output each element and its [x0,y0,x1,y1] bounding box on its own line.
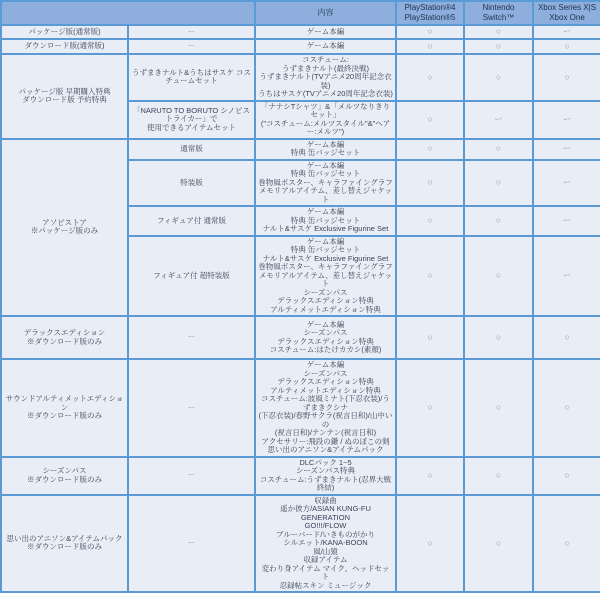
switch-availability-cell [464,101,533,139]
header-xbox [533,1,600,25]
xbox-availability-cell [533,316,600,359]
header-playstation [396,1,464,25]
table-row [1,495,600,593]
content-cell: コスチューム: うずまきナルト(最終決戦) うずまきナルト(TVアニメ20周年記念衣装) うちはサスケ(TVアニメ20周年記念衣装) [255,54,396,101]
table-row [1,359,600,457]
xbox-availability-cell [533,54,600,101]
availability-mark: ○ [427,402,433,412]
content-cell: DLCパック 1~5 シーズンパス特典 コスチューム:うずまきナルト(忍界大戦終結) [255,457,396,495]
sub-edition-cell: ー [128,316,255,359]
availability-mark: ○ [427,215,433,225]
content-cell: ゲーム本編 特典 缶バッジセット [255,139,396,160]
sub-edition-cell: ー [128,495,255,593]
switch-availability-cell [464,160,533,207]
edition-cell: パッケージ版(通常版) [1,25,128,39]
ps-availability-cell [396,39,464,54]
header-switch-label: Nintendo Switch™ [482,3,515,22]
xbox-availability-cell [533,236,600,317]
availability-mark: ○ [495,270,502,280]
ps-availability-cell [396,359,464,457]
table-row [1,39,600,54]
ps-availability-cell [396,139,464,160]
content-cell: ゲーム本編 シーズンパス デラックスエディション特典 コスチューム:はたけカカシ(素顔) [255,316,396,359]
header-edition-blank [1,1,255,25]
availability-mark: ○ [495,40,502,51]
edition-cell: アソビストア ※パッケージ版のみ [1,139,128,317]
xbox-availability-cell [533,139,600,160]
availability-mark: ○ [564,71,570,82]
content-cell: ゲーム本編 特典 缶バッジセット ナルト&サスケ Exclusive Figurine Set 巻物風ポスター、キャラファイングラフ メモリアルアイテム、差し替えジャケット シーズンパス デラックスエディション特典 アルティメットエディション特典 [255,236,396,317]
ps-availability-cell [396,101,464,139]
content-cell: ゲーム本編 [255,39,396,54]
table-body [1,25,600,592]
edition-cell: シーズンパス ※ダウンロード版のみ [1,457,128,495]
availability-mark: ○ [427,143,433,154]
content-cell: ゲーム本編 特典 缶バッジセット 巻物風ポスター、キャラファイングラフ メモリアルアイテム、差し替えジャケット [255,160,396,207]
availability-mark: ○ [564,469,570,480]
availability-mark: ー [562,113,572,124]
ps-availability-cell [396,206,464,236]
xbox-availability-cell [533,25,600,39]
table-row [1,316,600,359]
content-cell: 「ナナシTシャツ」&「メルツなりきりセット」 ("コスチューム:メルツスタイル"&"ヘアー:メルツ") [255,101,396,139]
table-row [1,457,600,495]
xbox-availability-cell [533,359,600,457]
xbox-availability-cell [533,495,600,593]
table-header [1,1,600,25]
switch-availability-cell [464,359,533,457]
availability-mark: ○ [427,71,433,82]
header-content [255,1,396,25]
table-row [1,54,600,101]
switch-availability-cell [464,495,533,593]
ps-availability-cell [396,236,464,317]
table-row [1,139,600,160]
sub-edition-cell: うずまきナルト&うちはサスケ コスチュームセット [128,54,255,101]
sub-edition-cell: ー [128,39,255,54]
ps-availability-cell [396,316,464,359]
availability-mark: ー [562,270,572,280]
header-playstation-line1: PlayStation®4 [404,3,456,12]
sub-edition-cell: ー [128,25,255,39]
header-playstation-line2: PlayStation®5 [404,13,456,22]
edition-cell: サウンドアルティメットエディション ※ダウンロード版のみ [1,359,128,457]
ps-availability-cell [396,160,464,207]
content-cell: ゲーム本編 [255,25,396,39]
availability-mark: ○ [427,537,433,548]
content-cell: ゲーム本編 シーズンパス デラックスエディション特典 アルティメットエディション特典 コスチューム:波風ミナト(下忍衣装)/うずまきクシナ (下忍衣装)/春野サクラ(祝言日和)/山中いの (祝言日和)/テンテン(祝言日和) アクセサリー:飛段の鎌 / ぬのぼこの剣 思い出のアニソン&アイテムパック [255,359,396,457]
availability-mark: ー [562,177,572,187]
switch-availability-cell [464,206,533,236]
ps-availability-cell [396,25,464,39]
xbox-availability-cell [533,39,600,54]
xbox-availability-cell [533,457,600,495]
header-xbox-line2: Xbox One [549,13,585,22]
availability-mark: ○ [427,26,433,37]
edition-cell: ダウンロード版(通常版) [1,39,128,54]
switch-availability-cell [464,139,533,160]
availability-mark: ○ [495,26,502,37]
availability-mark: ○ [427,331,433,342]
sub-edition-cell: 「NARUTO TO BORUTO シノビストライカー」で 使用できるアイテムセット [128,101,255,139]
sub-edition-cell: フィギュア付 通常版 [128,206,255,236]
availability-mark: ○ [495,143,502,154]
switch-availability-cell [464,316,533,359]
availability-mark: ○ [564,331,570,342]
availability-mark: ○ [427,177,433,187]
header-xbox-line1: Xbox Series X|S [537,3,597,12]
content-cell: ゲーム本編 特典 缶バッジセット ナルト&サスケ Exclusive Figurine Set [255,206,396,236]
availability-mark: ○ [427,270,433,280]
sub-edition-cell: ー [128,457,255,495]
sub-edition-cell: 特装版 [128,160,255,207]
content-cell: 収録曲 遥か彼方/ASIAN KUNG-FU GENERATION GO!!!/FLOW ブルーバード/いきものがかり シルエット/KANA-BOON 風/山猿 収録アイテム 変わり身アイテム マイク、ヘッドセット 忍録帖スキン ミュージック [255,495,396,593]
availability-mark: ○ [564,402,570,412]
switch-availability-cell [464,54,533,101]
availability-mark: ○ [427,40,433,51]
xbox-availability-cell [533,101,600,139]
availability-mark: ○ [495,469,502,480]
sub-edition-cell: フィギュア付 超特装版 [128,236,255,317]
xbox-availability-cell [533,160,600,207]
availability-mark: ー [562,26,572,37]
availability-mark: ○ [495,177,502,187]
header-content-label: 内容 [317,8,334,17]
edition-cell: デラックスエディション ※ダウンロード版のみ [1,316,128,359]
availability-mark: ○ [427,113,433,124]
ps-availability-cell [396,495,464,593]
availability-mark: ○ [495,537,502,548]
availability-mark: ○ [495,402,502,412]
switch-availability-cell [464,25,533,39]
ps-availability-cell [396,457,464,495]
availability-mark: ○ [495,215,502,225]
availability-mark: ○ [495,331,502,342]
switch-availability-cell [464,457,533,495]
availability-mark: ー [562,143,572,154]
table-row [1,25,600,39]
sub-edition-cell: ー [128,359,255,457]
availability-mark: ○ [564,40,570,51]
switch-availability-cell [464,236,533,317]
xbox-availability-cell [533,206,600,236]
availability-mark: ー [562,215,572,225]
ps-availability-cell [396,54,464,101]
availability-mark: ○ [564,537,570,548]
switch-availability-cell [464,39,533,54]
availability-mark: ○ [495,71,502,82]
availability-mark: ー [494,113,503,124]
availability-mark: ○ [427,469,433,480]
edition-cell: パッケージ版 早期購入特典 ダウンロード版 予約特典 [1,54,128,139]
edition-cell: 思い出のアニソン&アイテムパック ※ダウンロード版のみ [1,495,128,593]
header-switch [464,1,533,25]
sub-edition-cell: 通常版 [128,139,255,160]
